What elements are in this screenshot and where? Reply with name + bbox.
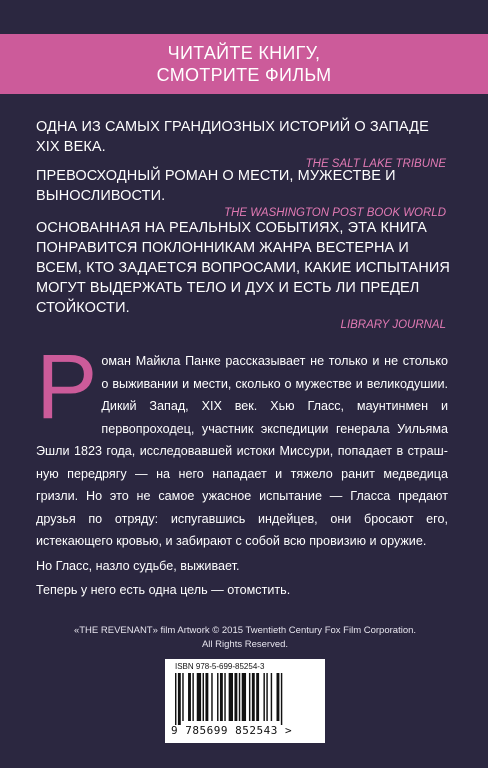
banner-line-2: СМОТРИТЕ ФИЛЬМ xyxy=(156,65,332,85)
barcode-stripe xyxy=(203,673,204,721)
barcode-stripe xyxy=(239,673,240,721)
barcode-stripe xyxy=(266,673,267,721)
barcode-stripe xyxy=(242,673,246,721)
quote-text: ПРЕВОСХОДНЫЙ РОМАН О МЕСТИ, МУЖЕСТВЕ И ВЫНОСЛИВОСТИ. xyxy=(36,168,396,204)
quote-1 xyxy=(36,117,452,170)
barcode-stripe xyxy=(281,673,282,725)
barcode-stripe xyxy=(197,673,201,721)
synopsis-paragraph-1 xyxy=(36,336,448,553)
quote-source: THE SALT LAKE TRIBUNE xyxy=(305,158,446,170)
drop-cap: Р xyxy=(36,336,98,438)
quote-2 xyxy=(36,166,452,219)
copyright-credits xyxy=(70,624,420,652)
barcode-stripe xyxy=(178,673,181,725)
top-banner xyxy=(0,34,488,94)
synopsis-text: оман Майкла Панке рассказывает не только и не столько о выживании и мести, сколько о мужестве и великодушии. Дикий Запад, XIX век. Хью Гласс, маунтинмен и первопроходец, участник экспедиции генерала Уильяма Эшли 1823 года, исследовавшей истоки Миссури, попадает в страшную передрягу — на него нападает и тяжело ранит медведица гризли. Но это не самое ужасное испытание — Гласса предают друзья по отряду: испугавшись индейцев, они бросают его, истекающего кровью, и забирают с собой всю провизию и оружие. xyxy=(36,354,448,548)
barcode-bars xyxy=(173,673,317,725)
barcode-panel xyxy=(165,659,325,743)
barcode-digits: 9 785699 852543 > xyxy=(171,724,293,737)
barcode-stripe xyxy=(192,673,193,721)
barcode-stripe xyxy=(211,673,212,721)
barcode-stripe xyxy=(252,673,255,721)
quote-source: LIBRARY JOURNAL xyxy=(340,319,446,331)
barcode-stripe xyxy=(175,673,176,725)
isbn-label: ISBN 978-5-699-85254-3 xyxy=(175,662,265,671)
barcode-stripe xyxy=(263,673,264,721)
synopsis xyxy=(36,336,448,602)
quote-text: ОДНА ИЗ САМЫХ ГРАНДИОЗНЫХ ИСТОРИЙ О ЗАПАДЕ XIX ВЕКА. xyxy=(36,119,429,155)
barcode-stripe xyxy=(188,673,191,721)
barcode-stripe xyxy=(256,673,259,721)
barcode-stripe xyxy=(182,673,183,721)
credits-line-2: All Rights Reserved. xyxy=(201,639,289,650)
credits-line-1: «THE REVENANT» film Artwork © 2015 Twentieth Century Fox Film Corporation. xyxy=(73,625,417,636)
quote-3 xyxy=(36,218,452,331)
synopsis-paragraph-3: Теперь у него есть одна цель — отомстить. xyxy=(36,583,291,597)
barcode-stripe xyxy=(229,673,233,721)
barcode-stripe xyxy=(217,673,218,721)
barcode-stripe xyxy=(205,673,208,721)
quote-text: ОСНОВАННАЯ НА РЕАЛЬНЫХ СОБЫТИЯХ, ЭТА КНИГА ПОНРАВИТСЯ ПОКЛОННИКАМ ЖАНРА ВЕСТЕРНА И ВСЕМ, КТО ЗАДАЕТСЯ ВОПРОСАМИ, КАКИЕ ИСПЫТАНИЯ МОГУТ ВЫДЕРЖАТЬ ТЕЛО И ДУХ И ЕСТЬ ЛИ ПРЕДЕЛ СТОЙКОСТИ. xyxy=(36,220,450,316)
barcode-stripe xyxy=(277,673,280,721)
barcode-stripe xyxy=(220,673,223,721)
banner-line-1: ЧИТАЙТЕ КНИГУ, xyxy=(167,43,321,63)
barcode-stripe xyxy=(249,673,250,721)
barcode-stripe xyxy=(224,673,225,721)
quote-source: THE WASHINGTON POST BOOK WORLD xyxy=(224,207,446,219)
synopsis-paragraph-2: Но Гласс, назло судьбе, выживает. xyxy=(36,558,240,573)
barcode-stripe xyxy=(271,673,272,721)
barcode-stripe xyxy=(234,673,237,721)
